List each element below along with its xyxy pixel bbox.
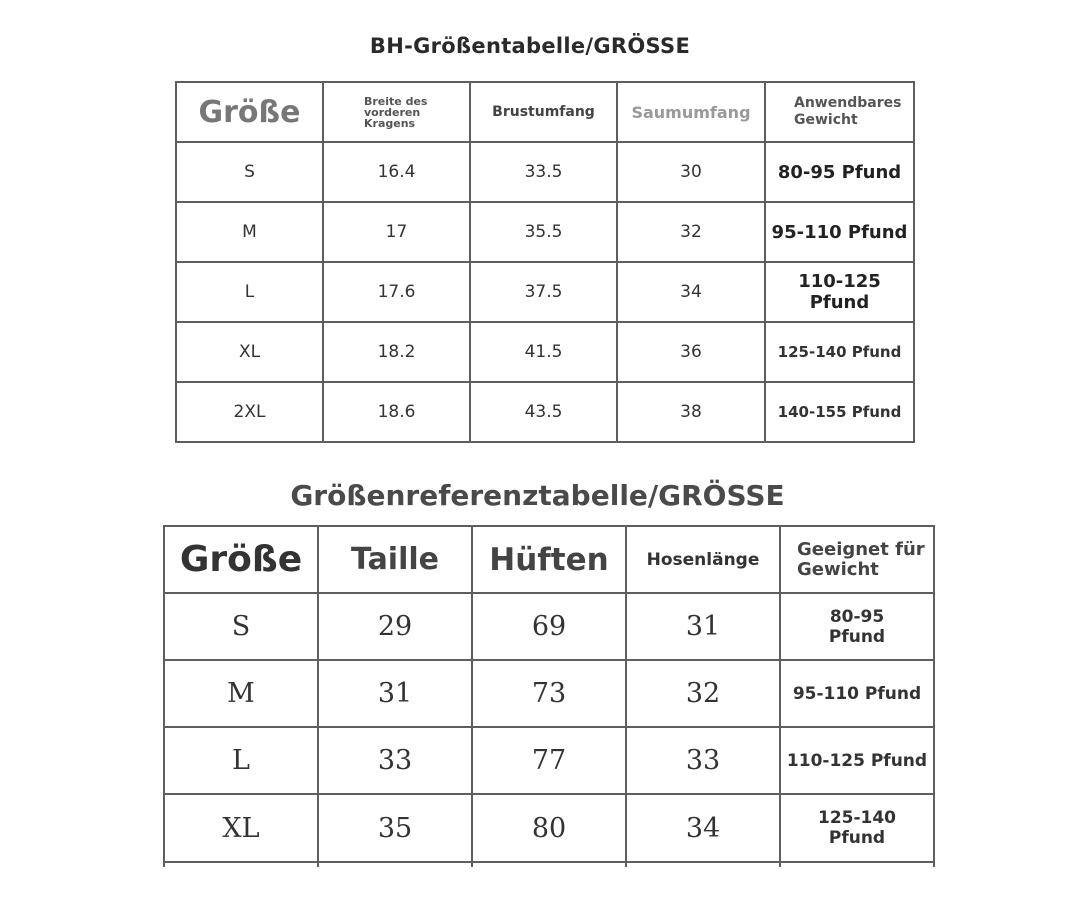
weight-cell: 125-140 Pfund: [765, 322, 914, 382]
header-weight-line1: Geeignet für: [797, 538, 925, 560]
waist-cell: 29: [318, 593, 472, 660]
header-hem: Saumumfang: [617, 82, 765, 142]
front-width-cell: 18.6: [323, 382, 470, 442]
bra-table-title: BH-Größentabelle/GRÖSSE: [369, 34, 691, 58]
hem-cell: 32: [617, 202, 765, 262]
header-weight-line2: Gewicht: [797, 558, 879, 580]
table-row: [176, 142, 914, 202]
table-header-row: [164, 526, 934, 593]
size-cell: XL: [176, 322, 323, 382]
hem-cell: 30: [617, 142, 765, 202]
weight-line1: 95-110 Pfund: [792, 683, 922, 704]
header-bust: Brustumfang: [470, 82, 617, 142]
table-row: [164, 794, 934, 862]
header-length: Hosenlänge: [626, 526, 780, 593]
reference-table-title: Größenreferenztabelle/GRÖSSE: [290, 479, 785, 512]
size-cell: L: [176, 262, 323, 322]
weight-line1: 125-140: [817, 808, 897, 828]
bra-size-table: [175, 81, 915, 443]
hips-cell: 73: [472, 660, 626, 727]
table-cut-edge: [164, 862, 934, 867]
weight-cell: [780, 593, 934, 660]
hem-cell: 36: [617, 322, 765, 382]
length-cell: 32: [626, 660, 780, 727]
front-width-cell: 17.6: [323, 262, 470, 322]
header-front-width-line2: vorderen: [364, 105, 421, 119]
size-cell: 2XL: [176, 382, 323, 442]
bust-cell: 43.5: [470, 382, 617, 442]
hem-cell: 38: [617, 382, 765, 442]
weight-cell: [780, 794, 934, 862]
header-size: Größe: [164, 526, 318, 593]
weight-cell: [780, 727, 934, 794]
weight-cell: [780, 660, 934, 727]
front-width-cell: 16.4: [323, 142, 470, 202]
waist-cell: 33: [318, 727, 472, 794]
hips-cell: 80: [472, 794, 626, 862]
header-weight-line2: Gewicht: [794, 112, 858, 128]
hips-cell: 69: [472, 593, 626, 660]
bust-cell: 37.5: [470, 262, 617, 322]
header-waist: Taille: [318, 526, 472, 593]
table-row: [176, 322, 914, 382]
table-row: [164, 727, 934, 794]
reference-size-table: [163, 525, 935, 867]
size-cell: S: [176, 142, 323, 202]
front-width-cell: 17: [323, 202, 470, 262]
length-cell: 31: [626, 593, 780, 660]
hem-cell: 34: [617, 262, 765, 322]
weight-line1: 110-125 Pfund: [786, 750, 928, 771]
header-weight: [780, 526, 934, 593]
size-cell: S: [164, 593, 318, 660]
bust-cell: 33.5: [470, 142, 617, 202]
cut-edge-cell: [472, 862, 626, 867]
cut-edge-cell: [780, 862, 934, 867]
hips-cell: 77: [472, 727, 626, 794]
header-weight: [765, 82, 914, 142]
header-front-width-line1: Breite des: [364, 94, 428, 108]
weight-line2: Pfund: [828, 626, 886, 647]
cut-edge-cell: [318, 862, 472, 867]
length-cell: 33: [626, 727, 780, 794]
header-front-width: [323, 82, 470, 142]
bust-cell: 35.5: [470, 202, 617, 262]
table-row: [164, 593, 934, 660]
table-row: [176, 202, 914, 262]
table-row: [176, 382, 914, 442]
table-row: [164, 660, 934, 727]
header-hips: Hüften: [472, 526, 626, 593]
weight-cell: 95-110 Pfund: [765, 202, 914, 262]
header-weight-line1: Anwendbares: [794, 95, 902, 111]
table-header-row: [176, 82, 914, 142]
size-cell: M: [176, 202, 323, 262]
weight-line1: 80-95: [829, 606, 885, 627]
size-cell: M: [164, 660, 318, 727]
size-cell: L: [164, 727, 318, 794]
weight-cell: 110-125 Pfund: [765, 262, 914, 322]
cut-edge-cell: [164, 862, 318, 867]
table-row: [176, 262, 914, 322]
weight-cell: 140-155 Pfund: [765, 382, 914, 442]
weight-line2: Pfund: [828, 828, 886, 848]
front-width-cell: 18.2: [323, 322, 470, 382]
header-front-width-line3: Kragens: [364, 116, 416, 130]
waist-cell: 35: [318, 794, 472, 862]
waist-cell: 31: [318, 660, 472, 727]
weight-cell: 80-95 Pfund: [765, 142, 914, 202]
length-cell: 34: [626, 794, 780, 862]
bust-cell: 41.5: [470, 322, 617, 382]
size-cell: XL: [164, 794, 318, 862]
header-size: Größe: [176, 82, 323, 142]
cut-edge-cell: [626, 862, 780, 867]
